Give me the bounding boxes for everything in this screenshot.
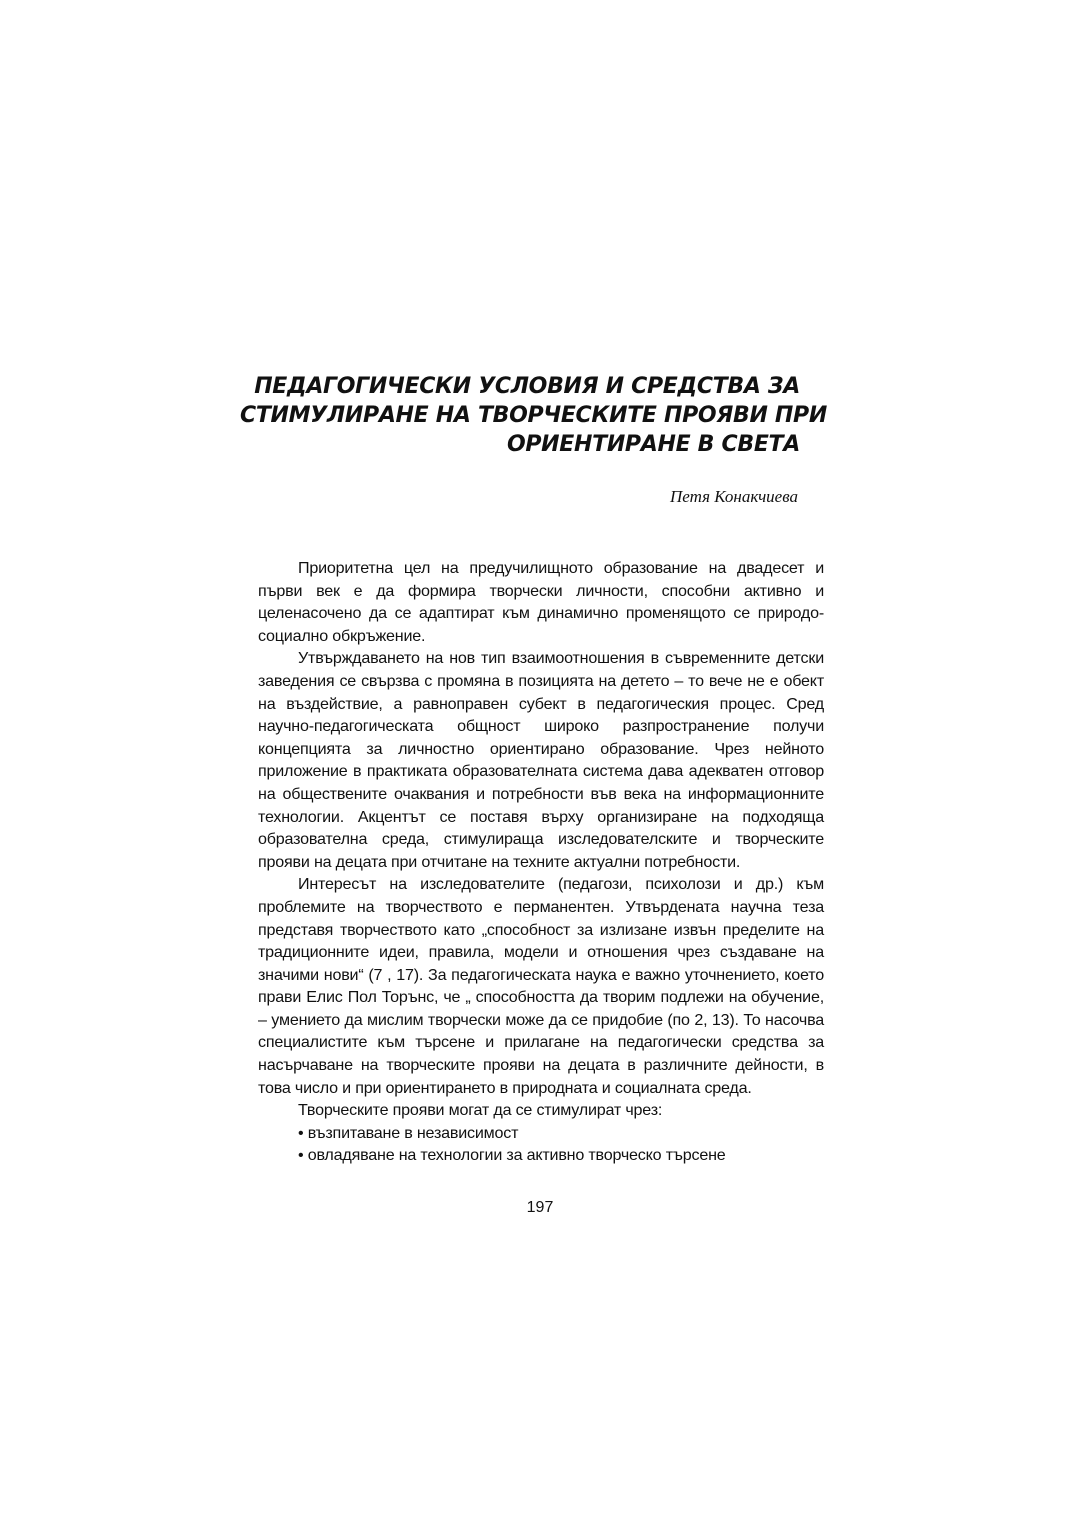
article-title-line-2: СТИМУЛИРАНЕ НА ТВОРЧЕСКИТЕ ПРОЯВИ ПРИ [240, 403, 827, 428]
page-number: 197 [526, 1199, 554, 1216]
paragraph-1: Приоритетна цел на предучилищното образование на двадесет и първи век е да формира творчески личности, способни активно и целенасочено да се адаптират към динамично променящото се природо-социално обкръжение. [258, 559, 824, 645]
article-body [258, 557, 824, 1167]
paragraph-3: Интересът на изследователите (педагози, психолози и др.) към проблемите на творчеството е перманентен. Утвърдената научна теза представя творчеството като „способност за излизане извън пределите на традиционните идеи, правила, модели и отношения чрез създаване на значими нови“ (7 , 17). За педагогическата наука е важно уточнението, което прави Елис Пол Торънс, че „ способността да творим подлежи на обучение, – умението да мислим творчески може да се придобие (по 2, 13). То насочва специалистите към търсене и прилагане на педагогически средства за насърчаване на творческите прояви на децата в различните дейности, в това число и при ориентирането в природната и социалната среда. [258, 875, 824, 1097]
author-name: Петя Конакчиева [670, 487, 798, 506]
list-item: • овладяване на технологии за активно творческо търсене [298, 1146, 726, 1165]
list-intro: Творческите прояви могат да се стимулират чрез: [298, 1101, 663, 1120]
article-title-line-1: ПЕДАГОГИЧЕСКИ УСЛОВИЯ И СРЕДСТВА ЗА [254, 374, 800, 399]
article-title-line-3: ОРИЕНТИРАНЕ В СВЕТА [506, 432, 800, 457]
bullet-list [258, 1122, 824, 1167]
paragraph-2: Утвърждаването на нов тип взаимоотношения в съвременните детски заведения се свързва с промяна в позицията на детето – то вече не е обект на въздействие, а равноправен субект в педагогическия процес. Сред научно-педагогическата общност широко разпространение получи концепцията за личностно ориентирано образование. Чрез нейното приложение в практиката образователната система дава адекватен отговор на обществените очаквания и потребности във века на информационните технологии. Акцентът се поставя върху организиране на подходяща образователна среда, стимулираща изследователските и творческите прояви на децата при отчитане на техните актуални потребности. [258, 649, 824, 871]
article-title [240, 372, 827, 459]
list-item: • възпитаване в независимост [298, 1123, 519, 1142]
